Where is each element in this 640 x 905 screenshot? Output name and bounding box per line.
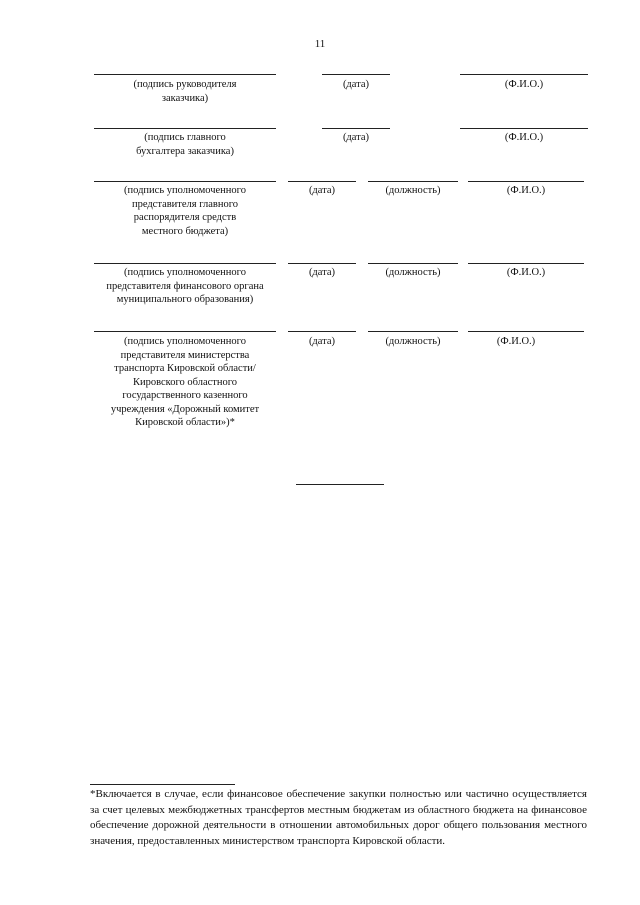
signature-caption: (подпись уполномоченного представителя министерства транспорта Кировской области/ Кировского областного государственного казенного учреждения «Дорожный комитет Кировской области»)* (110, 336, 260, 428)
date-caption: (дата) (342, 79, 370, 90)
name-line (460, 128, 588, 129)
name-line (468, 181, 584, 182)
position-caption: (должность) (385, 267, 441, 278)
position-line (368, 331, 458, 332)
position-line (368, 181, 458, 182)
name-line (460, 74, 588, 75)
position-line (368, 263, 458, 264)
date-line (288, 263, 356, 264)
date-line (288, 181, 356, 182)
name-caption: (Ф.И.О.) (506, 185, 546, 196)
signature-line (94, 331, 276, 332)
signature-caption: (подпись уполномоченного представителя главного распорядителя средств местного бюджета) (124, 185, 246, 237)
name-line (468, 331, 584, 332)
signature-line (94, 74, 276, 75)
name-caption: (Ф.И.О.) (504, 132, 544, 143)
signature-caption: (подпись главного бухгалтера заказчика) (136, 132, 234, 157)
date-caption: (дата) (308, 185, 336, 196)
section-separator (296, 484, 384, 485)
signature-caption: (подпись руководителя заказчика) (133, 79, 237, 104)
position-caption: (должность) (385, 336, 441, 347)
name-caption: (Ф.И.О.) (504, 79, 544, 90)
footnote-text: *Включается в случае, если финансовое обеспечение закупки полностью или частично осуществляется за счет целевых межбюджетных трансфертов местным бюджетам из областного бюджета на финансовое обеспечение дорожной деятельности в отношении автомобильных дорог общего пользования местного значения, предоставленных министерством транспорта Кировской области. (90, 788, 587, 847)
name-caption: (Ф.И.О.) (506, 267, 546, 278)
name-caption: (Ф.И.О.) (496, 336, 536, 347)
footnote-rule (90, 784, 235, 785)
date-line (322, 128, 390, 129)
date-line (288, 331, 356, 332)
date-line (322, 74, 390, 75)
date-caption: (дата) (342, 132, 370, 143)
signature-line (94, 263, 276, 264)
signature-line (94, 128, 276, 129)
date-caption: (дата) (308, 336, 336, 347)
page-number: 11 (314, 38, 326, 50)
date-caption: (дата) (308, 267, 336, 278)
signature-caption: (подпись уполномоченного представителя финансового органа муниципального образования) (106, 267, 264, 305)
signature-line (94, 181, 276, 182)
position-caption: (должность) (385, 185, 441, 196)
name-line (468, 263, 584, 264)
